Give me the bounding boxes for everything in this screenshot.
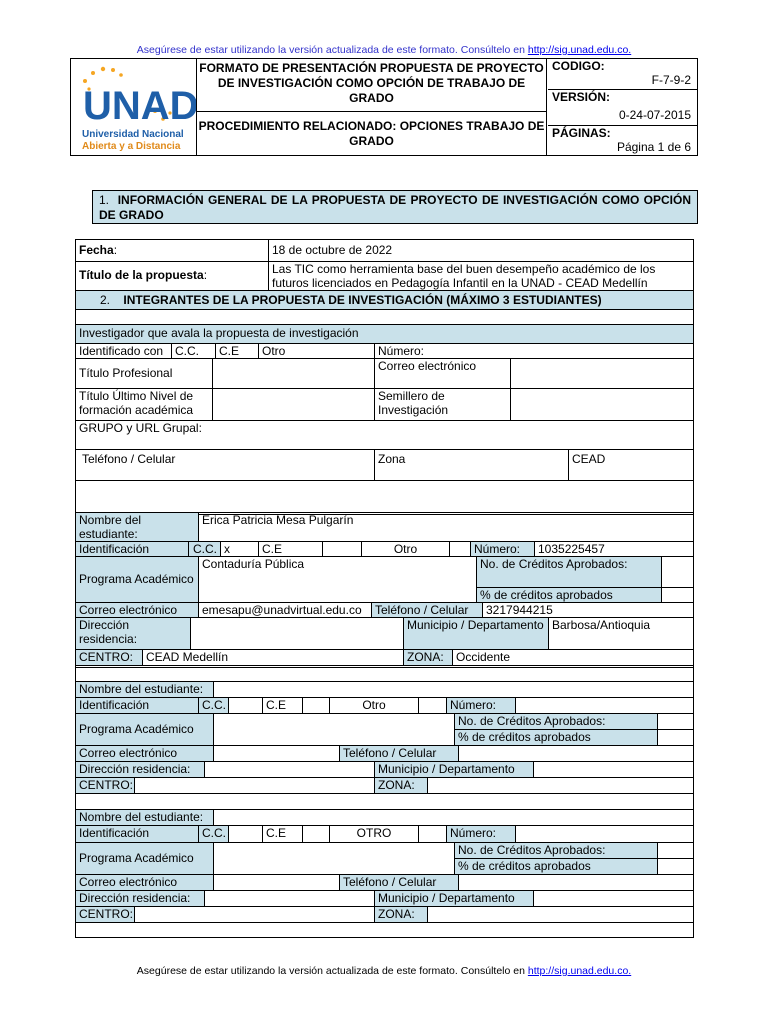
s3-cc: C.C. <box>198 825 229 843</box>
s3-municipio-field[interactable] <box>533 890 694 907</box>
s1-programa-label: Programa Académico <box>75 556 199 603</box>
inv-cc[interactable]: C.C. <box>171 343 216 359</box>
s1-telefono-value[interactable]: 3217944215 <box>482 602 694 618</box>
s3-cc-field[interactable] <box>228 825 263 843</box>
inv-cead[interactable]: CEAD <box>568 449 694 481</box>
s1-municipio-label: Municipio / Departamento <box>403 617 549 650</box>
s3-zona-field[interactable] <box>427 906 694 923</box>
unad-logo <box>71 59 197 155</box>
s1-cc: C.C. <box>188 541 221 557</box>
s3-otro-field[interactable] <box>418 825 447 843</box>
ultimo-nivel-label: Título Último Nivel de formación académica <box>75 388 213 421</box>
s1-centro-label: CENTRO: <box>75 649 143 666</box>
s3-otro[interactable]: OTRO <box>329 825 419 843</box>
titulo-profesional-label: Título Profesional <box>75 358 213 389</box>
s2-creditos-field[interactable] <box>657 713 694 730</box>
s1-nombre-label: Nombre del estudiante: <box>75 512 199 542</box>
section-1-heading: 1. INFORMACIÓN GENERAL DE LA PROPUESTA DE PROYECTO DE INVESTIGACIÓN COMO OPCIÓN DE GRADO <box>92 190 698 224</box>
s3-telefono-label: Teléfono / Celular <box>339 874 459 891</box>
s2-correo-field[interactable] <box>213 745 340 762</box>
s1-pct-field[interactable] <box>661 587 694 603</box>
inv-correo-label: Correo electrónico <box>374 358 511 389</box>
s3-programa-field[interactable] <box>213 842 455 875</box>
s1-numero-label: Número: <box>470 541 535 557</box>
s3-direccion-label: Dirección residencia: <box>75 890 205 907</box>
s3-municipio-label: Municipio / Departamento <box>374 890 534 907</box>
s2-zona-label: ZONA: <box>374 777 428 794</box>
inv-ce[interactable]: C.E <box>215 343 259 359</box>
inv-otro[interactable]: Otro <box>258 343 375 359</box>
s2-correo-label: Correo electrónico <box>75 745 214 762</box>
s3-correo-label: Correo electrónico <box>75 874 214 891</box>
s1-zona-value[interactable]: Occidente <box>452 649 694 666</box>
s1-numero-value[interactable]: 1035225457 <box>534 541 694 557</box>
s1-correo-label: Correo electrónico <box>75 602 199 618</box>
s3-telefono-field[interactable] <box>458 874 694 891</box>
inv-numero[interactable]: Número: <box>374 343 694 359</box>
s2-otro-field[interactable] <box>418 697 447 714</box>
semillero-field[interactable] <box>510 388 694 421</box>
s1-telefono-label: Teléfono / Celular <box>371 602 483 618</box>
top-notice: Asegúrese de estar utilizando la versión actualizada de este formato. Consúltelo en http://sig.unad.edu.co. <box>136 44 632 56</box>
titulo-profesional-field[interactable] <box>212 358 375 389</box>
inv-correo-field[interactable] <box>510 358 694 389</box>
inv-zona[interactable]: Zona <box>374 449 569 481</box>
procedure-title: PROCEDIMIENTO RELACIONADO: OPCIONES TRABAJO DE GRADO <box>197 112 547 155</box>
grupo-url[interactable]: GRUPO y URL Grupal: <box>75 420 694 450</box>
s1-centro-value[interactable]: CEAD Medellín <box>142 649 404 666</box>
titulo-label: Título de la propuesta: <box>75 261 269 291</box>
s1-direccion-label: Dirección residencia: <box>75 617 191 650</box>
s3-ce-field[interactable] <box>302 825 330 843</box>
paginas-cell: PÁGINAS: Página 1 de 6 <box>552 126 691 154</box>
unad-logo-icon <box>71 59 196 155</box>
s3-creditos-label: No. de Créditos Aprobados: <box>454 842 658 859</box>
s2-direccion-field[interactable] <box>204 761 375 778</box>
codigo-cell: CODIGO: F-7-9-2 <box>548 59 697 90</box>
s3-programa-label: Programa Académico <box>75 842 214 875</box>
s1-creditos-label: No. de Créditos Aprobados: <box>476 556 662 588</box>
s2-centro-label: CENTRO: <box>75 777 135 794</box>
s3-creditos-field[interactable] <box>657 842 694 859</box>
s2-identificacion: Identificación <box>75 697 199 714</box>
logo-sub2: Abierta y a Distancia <box>82 141 181 152</box>
s2-ce[interactable]: C.E <box>262 697 303 714</box>
s3-pct-label: % de créditos aprobados <box>454 858 658 875</box>
form-title: FORMATO DE PRESENTACIÓN PROPUESTA DE PROYECTO DE INVESTIGACIÓN COMO OPCIÓN DE TRABAJO DE GRADO <box>197 59 547 112</box>
s2-otro[interactable]: Otro <box>329 697 419 714</box>
s1-otro[interactable]: Otro <box>361 541 450 557</box>
s3-correo-field[interactable] <box>213 874 340 891</box>
s2-ce-field[interactable] <box>302 697 330 714</box>
s1-nombre-value[interactable]: Erica Patricia Mesa Pulgarín <box>198 512 694 542</box>
s3-nombre-label: Nombre del estudiante: <box>75 809 214 826</box>
s2-pct-label: % de créditos aprobados <box>454 729 658 746</box>
s1-correo-value[interactable]: emesapu@unadvirtual.edu.co <box>198 602 372 618</box>
s3-numero-field[interactable] <box>515 825 694 843</box>
s2-nombre-label: Nombre del estudiante: <box>75 681 214 698</box>
s1-zona-label: ZONA: <box>403 649 453 666</box>
s3-zona-label: ZONA: <box>374 906 428 923</box>
s2-telefono-field[interactable] <box>458 745 694 762</box>
s3-ce[interactable]: C.E <box>262 825 303 843</box>
s1-identificacion: Identificación <box>75 541 189 557</box>
fecha-label: Fecha: <box>75 239 269 262</box>
s1-programa-value[interactable]: Contaduría Pública <box>198 556 477 603</box>
identificado-label: Identificado con <box>75 343 172 359</box>
logo-text: UNAD <box>83 84 196 128</box>
sig-link-bottom[interactable]: http://sig.unad.edu.co. <box>527 965 632 977</box>
investigator-header: Investigador que avala la propuesta de investigación <box>75 324 694 344</box>
s3-centro-field[interactable] <box>134 906 375 923</box>
s2-cc: C.C. <box>198 697 229 714</box>
s2-nombre-field[interactable] <box>213 681 694 698</box>
s1-direccion-field[interactable] <box>190 617 404 650</box>
s2-centro-field[interactable] <box>134 777 375 794</box>
s2-numero-field[interactable] <box>515 697 694 714</box>
s1-ce-field[interactable] <box>322 541 362 557</box>
ultimo-nivel-field[interactable] <box>212 388 375 421</box>
s3-centro-label: CENTRO: <box>75 906 135 923</box>
spacer-row-2 <box>75 793 694 810</box>
s3-direccion-field[interactable] <box>204 890 375 907</box>
s2-programa-field[interactable] <box>213 713 455 746</box>
fecha-value[interactable]: 18 de octubre de 2022 <box>268 239 694 262</box>
logo-sub1: Universidad Nacional <box>82 129 184 140</box>
s2-municipio-field[interactable] <box>533 761 694 778</box>
s3-numero-label: Número: <box>446 825 516 843</box>
s2-direccion-label: Dirección residencia: <box>75 761 205 778</box>
s2-programa-label: Programa Académico <box>75 713 214 746</box>
semillero-label: Semillero de Investigación <box>374 388 511 421</box>
section-2-heading: 2. INTEGRANTES DE LA PROPUESTA DE INVESTIGACIÓN (MÁXIMO 3 ESTUDIANTES) <box>75 290 694 310</box>
titulo-value[interactable]: Las TIC como herramienta base del buen desempeño académico de los futuros licenciados en Pedagogía Infantil en la UNAD - CEAD Medellín <box>268 261 694 291</box>
s2-creditos-label: No. de Créditos Aprobados: <box>454 713 658 730</box>
sig-link[interactable]: http://sig.unad.edu.co. <box>527 44 632 56</box>
s2-zona-field[interactable] <box>427 777 694 794</box>
s1-municipio-value[interactable]: Barbosa/Antioquia <box>548 617 694 650</box>
spacer-row-3 <box>75 922 694 938</box>
s1-creditos-field[interactable] <box>661 556 694 588</box>
inv-telefono[interactable]: Teléfono / Celular <box>75 449 375 481</box>
s1-otro-field[interactable] <box>449 541 471 557</box>
s1-pct-label: % de créditos aprobados <box>476 587 662 603</box>
s1-ce[interactable]: C.E <box>258 541 323 557</box>
s2-municipio-label: Municipio / Departamento <box>374 761 534 778</box>
version-cell: VERSIÓN: 0-24-07-2015 <box>548 90 697 126</box>
spacer-row-1 <box>75 665 694 682</box>
s3-nombre-field[interactable] <box>213 809 694 826</box>
s3-pct-field[interactable] <box>657 858 694 875</box>
document-header <box>70 58 698 156</box>
s2-numero-label: Número: <box>446 697 516 714</box>
bottom-notice: Asegúrese de estar utilizando la versión actualizada de este formato. Consúltelo en http://sig.unad.edu.co. <box>136 965 632 977</box>
s3-identificacion: Identificación <box>75 825 199 843</box>
s1-cc-mark[interactable]: x <box>220 541 259 557</box>
s2-pct-field[interactable] <box>657 729 694 746</box>
s2-cc-field[interactable] <box>228 697 263 714</box>
s2-telefono-label: Teléfono / Celular <box>339 745 459 762</box>
